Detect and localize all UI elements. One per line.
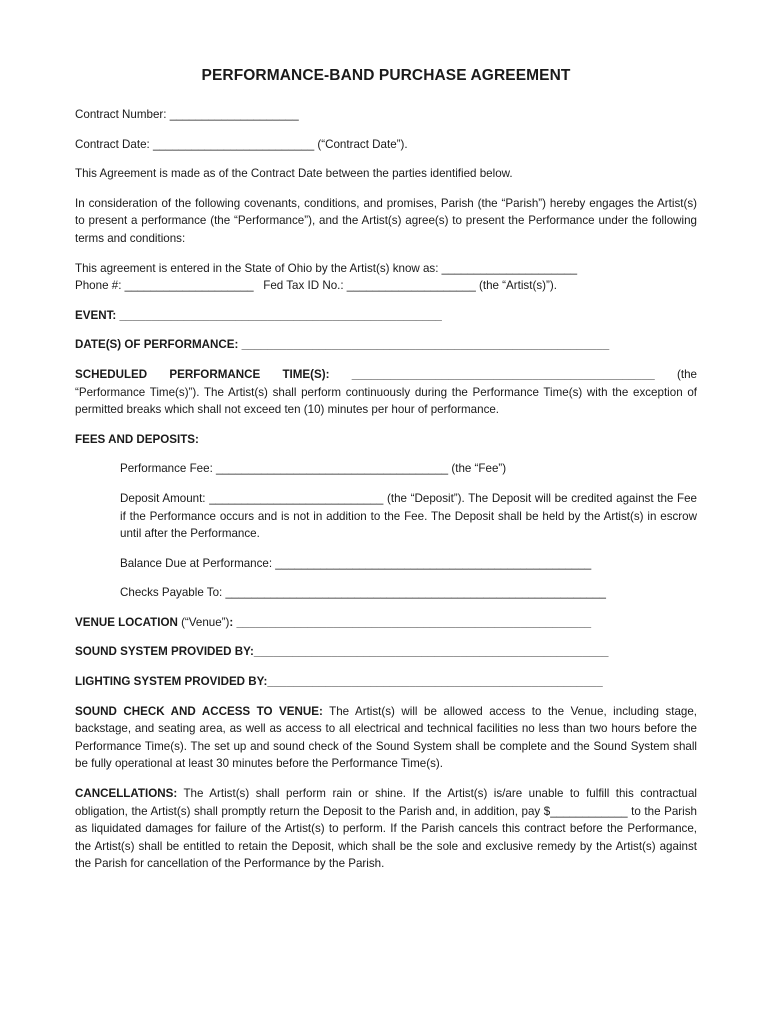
venue-line [75, 614, 697, 632]
event-blank: __________________________________________________ [116, 308, 442, 322]
consideration-paragraph: In consideration of the following covenants, conditions, and promises, Parish (the “Parish”) hereby engages the Artist(s) to present a performance (the “Performance”), and the Artist(s) agree(s) to present the Performance under the following terms and conditions: [75, 196, 697, 245]
venue-label: VENUE LOCATION [75, 615, 178, 629]
event-label: EVENT: [75, 308, 117, 322]
venue-mid: (“Venue”) [177, 615, 230, 629]
dates-blank: _________________________________________________________ [238, 338, 610, 352]
performance-fee-line: Performance Fee: ____________________________________ (the “Fee”) [120, 462, 507, 476]
cancellations-text: The Artist(s) shall perform rain or shine. If the Artist(s) is/are unable to fulfill this contractual obligation, the Artist(s) shall promptly return the Deposit to the Parish and, in addition, pay $____________ to the Parish as liquidated damages for failure of the Artist(s) to perform. If the Parish cancels this contract before the Performance, the Artist(s) shall be entitled to retain the Deposit, which shall be the sole and exclusive remedy by the Artist(s) against the Parish for cancellation of the Performance by the Parish. [75, 787, 697, 871]
scheduled-section [75, 366, 697, 419]
sound-check-label: SOUND CHECK AND ACCESS TO VENUE: [75, 704, 323, 718]
artist-identity-block [75, 260, 697, 295]
sound-system-line [75, 643, 697, 661]
sound-system-label: SOUND SYSTEM PROVIDED BY: [75, 645, 254, 659]
deposit-paragraph: Deposit Amount: ___________________________ (the “Deposit”). The Deposit will be credited against the Fee if the Performance occurs and is not in addition to the Fee. The Deposit shall be held by the Artist(s) in escrow until after the Performance. [120, 491, 697, 541]
fees-heading: FEES AND DEPOSITS: [75, 432, 199, 446]
scheduled-rest: “Performance Time(s)”). The Artist(s) shall perform continuously during the Performance Time(s) with the exception of permitted breaks which shall not exceed ten (10) minutes per hour of performance. [75, 385, 697, 417]
dates-label: DATE(S) OF PERFORMANCE: [75, 338, 239, 352]
balance-due-line: Balance Due at Performance: _________________________________________________ [120, 556, 592, 570]
contract-number-line: Contract Number: ____________________ [75, 108, 299, 121]
document-title: PERFORMANCE-BAND PURCHASE AGREEMENT [201, 67, 571, 84]
scheduled-blank: _______________________________________________ [351, 367, 655, 381]
performance-word: PERFORMANCE [169, 367, 261, 381]
scheduled-first-line [75, 366, 697, 384]
venue-blank: : _______________________________________________________ [229, 615, 592, 629]
state-line: This agreement is entered in the State of Ohio by the Artist(s) know as: _____________________ [75, 261, 578, 275]
lighting-system-label: LIGHTING SYSTEM PROVIDED BY: [75, 675, 268, 689]
sound-check-text: The Artist(s) will be allowed access to the Venue, including stage, backstage, and seating area, as well as access to all electrical and technical facilities no less than two hours before the Performance Time(s). The set up and sound check of the Sound System shall be complete and the Sound System shall be fully operational at least 30 minutes before the Performance Time(s). [75, 704, 698, 771]
cancellations-label: CANCELLATIONS: [75, 787, 178, 801]
times-word: TIME(S): [282, 367, 330, 381]
contract-date-line: Contract Date: _________________________ (“Contract Date”). [75, 137, 408, 151]
phone-tax-line: Phone #: ____________________ Fed Tax ID No.: ____________________ (the “Artist(s)”). [75, 279, 557, 293]
scheduled-the: (the [677, 367, 697, 381]
lighting-system-line [75, 673, 697, 691]
sound-check-paragraph [75, 703, 697, 773]
lighting-system-blank: ____________________________________________________ [267, 675, 603, 689]
checks-payable-line: Checks Payable To: ___________________________________________________________ [120, 586, 606, 600]
dates-line [75, 336, 697, 354]
sound-system-blank: _______________________________________________________ [253, 645, 609, 659]
cancellations-paragraph [75, 785, 697, 873]
agreement-made-text: This Agreement is made as of the Contract Date between the parties identified below. [75, 167, 513, 181]
scheduled-word: SCHEDULED [75, 367, 148, 381]
event-line [75, 307, 697, 325]
agreement-page [75, 60, 697, 885]
